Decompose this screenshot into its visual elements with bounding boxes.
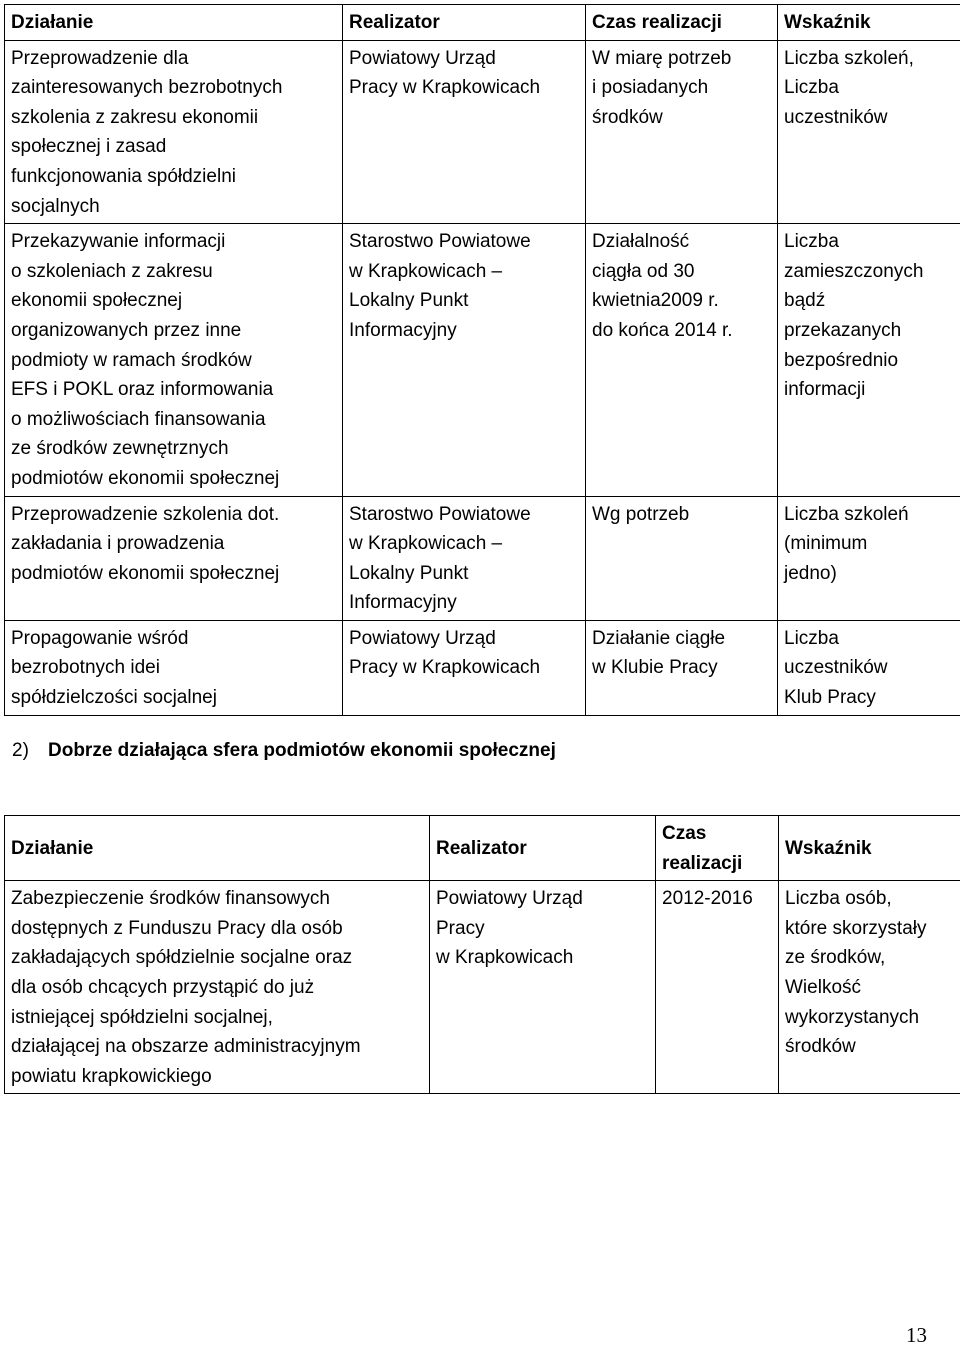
cell-action: Przekazywanie informacji o szkoleniach z zakresu ekonomii społecznej organizowanych przez inne podmioty w ramach środków EFS i POKL oraz informowania o możliwościach finansowania ze środków zewnętrznych podmiotów ekonomii społecznej xyxy=(5,224,343,496)
header-dzialanie: Działanie xyxy=(5,816,430,881)
actions-table-1 xyxy=(4,4,960,716)
header-wskaznik: Wskaźnik xyxy=(779,816,960,881)
section-heading xyxy=(12,736,556,766)
cell-executor: Powiatowy Urząd Pracy w Krapkowicach xyxy=(343,620,586,715)
header-realizator: Realizator xyxy=(430,816,656,881)
cell-indicator: Liczba osób, które skorzystały ze środków, Wielkość wykorzystanych środków xyxy=(779,881,960,1094)
cell-executor: Powiatowy Urząd Pracy w Krapkowicach xyxy=(343,40,586,224)
header-czas-realizacji: Czas realizacji xyxy=(656,816,779,881)
table-header-row xyxy=(5,5,960,41)
cell-time: Działalność ciągła od 30 kwietnia2009 r. do końca 2014 r. xyxy=(586,224,778,496)
header-wskaznik: Wskaźnik xyxy=(778,5,960,41)
cell-action: Przeprowadzenie dla zainteresowanych bezrobotnych szkolenia z zakresu ekonomii społecznej i zasad funkcjonowania spółdzielni socjalnych xyxy=(5,40,343,224)
header-czas-realizacji: Czas realizacji xyxy=(586,5,778,41)
cell-action: Zabezpieczenie środków finansowych dostępnych z Funduszu Pracy dla osób zakładających spółdzielnie socjalne oraz dla osób chcących przystąpić do już istniejącej spółdzielni socjalnej, działającej na obszarze administracyjnym powiatu krapkowickiego xyxy=(5,881,430,1094)
header-dzialanie: Działanie xyxy=(5,5,343,41)
cell-indicator: Liczba szkoleń (minimum jedno) xyxy=(778,496,960,620)
actions-table-2 xyxy=(4,815,960,1094)
cell-time: W miarę potrzeb i posiadanych środków xyxy=(586,40,778,224)
cell-executor: Starostwo Powiatowe w Krapkowicach – Lokalny Punkt Informacyjny xyxy=(343,496,586,620)
cell-indicator: Liczba szkoleń, Liczba uczestników xyxy=(778,40,960,224)
table-row xyxy=(5,496,960,620)
section-number: 2) xyxy=(12,740,29,761)
page-number: 13 xyxy=(906,1323,927,1347)
header-realizator: Realizator xyxy=(343,5,586,41)
cell-action: Propagowanie wśród bezrobotnych idei spółdzielczości socjalnej xyxy=(5,620,343,715)
cell-executor: Starostwo Powiatowe w Krapkowicach – Lokalny Punkt Informacyjny xyxy=(343,224,586,496)
cell-executor: Powiatowy Urząd Pracy w Krapkowicach xyxy=(430,881,656,1094)
table-row xyxy=(5,40,960,224)
cell-time: 2012-2016 xyxy=(656,881,779,1094)
cell-indicator: Liczba zamieszczonych bądź przekazanych bezpośrednio informacji xyxy=(778,224,960,496)
cell-action: Przeprowadzenie szkolenia dot. zakładania i prowadzenia podmiotów ekonomii społecznej xyxy=(5,496,343,620)
table-row xyxy=(5,881,960,1094)
table-row xyxy=(5,224,960,496)
table-header-row xyxy=(5,816,960,881)
table-row xyxy=(5,620,960,715)
cell-time: Wg potrzeb xyxy=(586,496,778,620)
cell-indicator: Liczba uczestników Klub Pracy xyxy=(778,620,960,715)
section-title: Dobrze działająca sfera podmiotów ekonomii społecznej xyxy=(48,740,556,761)
cell-time: Działanie ciągłe w Klubie Pracy xyxy=(586,620,778,715)
